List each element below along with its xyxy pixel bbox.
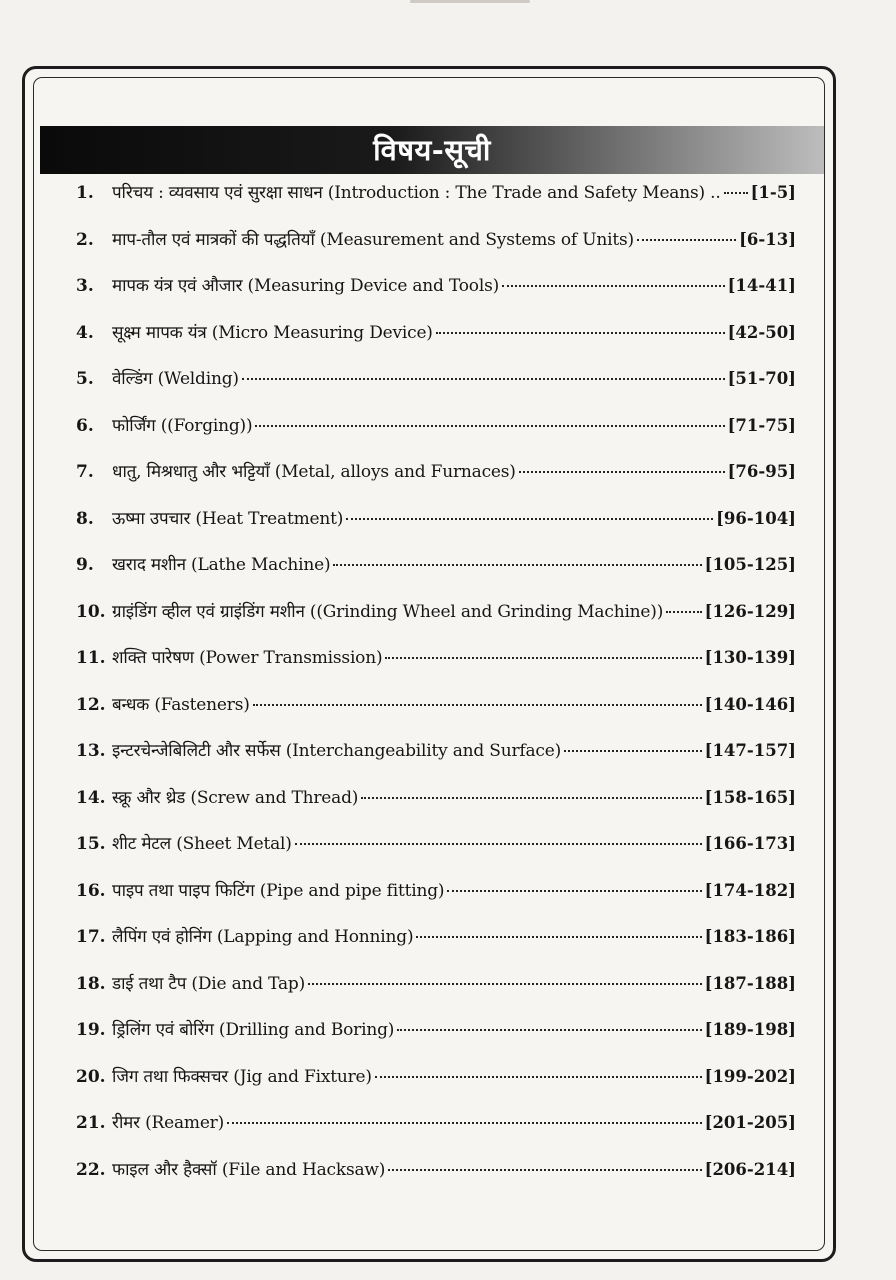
- title-banner: [40, 126, 824, 174]
- toc-entry-pages: [187-188]: [704, 973, 796, 993]
- toc-entry: [76, 368, 796, 415]
- toc-entry-title: फोर्जिंग ((Forging)): [112, 415, 253, 436]
- toc-entry-number: 22.: [76, 1159, 106, 1180]
- toc-entry: [76, 647, 796, 694]
- toc-entry-pages: [42-50]: [727, 322, 796, 342]
- toc-dot-leader: [255, 425, 724, 427]
- toc-entry: [76, 833, 796, 880]
- toc-entry-number: 18.: [76, 973, 106, 994]
- toc-dot-leader: [502, 285, 725, 287]
- toc-entry-title: फाइल और हैक्सॉ (File and Hacksaw): [112, 1159, 386, 1180]
- toc-entry-title: बन्धक (Fasteners): [112, 694, 250, 715]
- toc-entry: [76, 554, 796, 601]
- toc-entry-pages: [206-214]: [704, 1159, 796, 1179]
- toc-entry-title: स्क्रू और थ्रेड (Screw and Thread): [112, 787, 359, 808]
- toc-entry: [76, 1159, 796, 1206]
- toc-entry: [76, 1112, 796, 1159]
- toc-entry-number: 9.: [76, 555, 94, 575]
- toc-dot-leader: [564, 750, 702, 752]
- toc-entry-title: धातु, मिश्रधातु और भट्टियाँ (Metal, alloys and Furnaces): [112, 462, 516, 482]
- toc-entry: [76, 601, 796, 648]
- toc-entry-number: 17.: [76, 927, 106, 947]
- toc-entry: [76, 973, 796, 1020]
- toc-dot-leader: [637, 239, 736, 241]
- toc-entry-number: 20.: [76, 1066, 106, 1087]
- toc-dot-leader: [385, 657, 701, 659]
- page-edge-mark: [410, 0, 530, 3]
- toc-entry-number: 8.: [76, 508, 94, 529]
- toc-dot-leader: [361, 797, 701, 799]
- toc-entry-title: पाइप तथा पाइप फिटिंग (Pipe and pipe fitting): [112, 880, 445, 901]
- toc-entry-pages: [183-186]: [704, 927, 796, 946]
- toc-entry: [76, 229, 796, 276]
- toc-entry: [76, 740, 796, 787]
- toc-entry: [76, 322, 796, 369]
- toc-dot-leader: [447, 890, 701, 892]
- toc-entry-pages: [105-125]: [704, 555, 796, 574]
- toc-entry-title: ऊष्मा उपचार (Heat Treatment): [112, 508, 344, 529]
- page-title: विषय-सूची: [373, 133, 491, 167]
- toc-entry-number: 5.: [76, 369, 94, 389]
- toc-entry-number: 4.: [76, 322, 94, 343]
- toc-entry-title: ड्रिलिंग एवं बोरिंग (Drilling and Boring): [112, 1020, 395, 1040]
- toc-entry-number: 3.: [76, 276, 94, 296]
- toc-dot-leader: [346, 518, 713, 520]
- toc-entry-number: 14.: [76, 787, 106, 808]
- toc-entry-title: लैपिंग एवं होनिंग (Lapping and Honning): [112, 927, 414, 947]
- toc-entry-number: 15.: [76, 834, 106, 854]
- toc-dot-leader: [242, 378, 725, 380]
- toc-entry-title: इन्टरचेन्जेबिलिटी और सर्फेस (Interchangeability and Surface): [112, 741, 562, 761]
- toc-entry-title: वेल्डिंग (Welding): [112, 369, 239, 389]
- toc-entry-title: शीट मेटल (Sheet Metal): [112, 834, 292, 854]
- toc-entry-number: 12.: [76, 694, 106, 715]
- toc-entry: [76, 275, 796, 322]
- toc-dot-leader: [253, 704, 702, 706]
- toc-entry-pages: [130-139]: [704, 648, 796, 667]
- toc-entry: [76, 182, 796, 229]
- toc-entry-title: शक्ति पारेषण (Power Transmission): [112, 648, 383, 668]
- toc-entry-pages: [147-157]: [704, 741, 796, 760]
- toc-entry-pages: [166-173]: [704, 834, 796, 853]
- toc-entry-pages: [126-129]: [704, 601, 796, 621]
- toc-dot-leader: [333, 564, 701, 566]
- toc-entry-title: माप-तौल एवं मात्रकों की पद्धतियाँ (Measurement and Systems of Units): [112, 229, 634, 250]
- toc-entry-number: 10.: [76, 601, 106, 622]
- toc-dot-leader: [397, 1029, 701, 1031]
- toc-entry: [76, 508, 796, 555]
- toc-entry-title: परिचय : व्यवसाय एवं सुरक्षा साधन (Introduction : The Trade and Safety Means) ..: [112, 183, 721, 203]
- toc-entry-title: जिग तथा फिक्सचर (Jig and Fixture): [112, 1066, 372, 1087]
- toc-dot-leader: [308, 983, 702, 985]
- toc-entry: [76, 415, 796, 462]
- toc-dot-leader: [375, 1076, 702, 1078]
- toc-entry-number: 13.: [76, 741, 106, 761]
- toc-entry-title: मापक यंत्र एवं औजार (Measuring Device and Tools): [112, 276, 500, 296]
- toc-entry-pages: [201-205]: [704, 1113, 796, 1132]
- toc-entry: [76, 787, 796, 834]
- toc-entry: [76, 1019, 796, 1066]
- toc-entry-pages: [1-5]: [750, 183, 796, 202]
- toc-entry-pages: [96-104]: [716, 508, 796, 528]
- toc-entry-pages: [174-182]: [704, 880, 796, 900]
- toc-entry-pages: [140-146]: [704, 694, 796, 714]
- toc-entry: [76, 926, 796, 973]
- toc-entry-pages: [14-41]: [727, 276, 796, 295]
- toc-entry-number: 11.: [76, 648, 106, 668]
- toc-entry-number: 16.: [76, 880, 106, 901]
- toc-dot-leader: [227, 1122, 702, 1124]
- toc-entry-number: 7.: [76, 462, 94, 482]
- toc-entry-title: ग्राइंडिंग व्हील एवं ग्राइंडिंग मशीन ((Grinding Wheel and Grinding Machine)): [112, 601, 664, 622]
- toc-entry-number: 6.: [76, 415, 94, 436]
- toc-entry: [76, 1066, 796, 1113]
- toc-entry-pages: [76-95]: [727, 462, 796, 481]
- toc-entry-number: 19.: [76, 1020, 106, 1040]
- toc-dot-leader: [666, 611, 701, 613]
- toc-entry-pages: [6-13]: [739, 229, 796, 249]
- toc-dot-leader: [724, 192, 748, 194]
- toc-entry-pages: [158-165]: [704, 787, 796, 807]
- toc-entry: [76, 880, 796, 927]
- toc-entry-pages: [189-198]: [704, 1020, 796, 1039]
- toc-entry-number: 21.: [76, 1113, 106, 1133]
- toc-entry: [76, 461, 796, 508]
- toc-entry-title: खराद मशीन (Lathe Machine): [112, 555, 331, 575]
- toc-entry-pages: [71-75]: [727, 415, 796, 435]
- toc-dot-leader: [295, 843, 702, 845]
- toc-dot-leader: [519, 471, 725, 473]
- toc-entry-title: डाई तथा टैप (Die and Tap): [112, 973, 306, 994]
- toc-entry-title: सूक्ष्म मापक यंत्र (Micro Measuring Device): [112, 322, 433, 343]
- toc-entry-title: रीमर (Reamer): [112, 1113, 225, 1133]
- toc-dot-leader: [416, 936, 701, 938]
- toc-entry-pages: [51-70]: [727, 369, 796, 388]
- toc-entry-number: 2.: [76, 229, 94, 250]
- toc-entry-pages: [199-202]: [704, 1066, 796, 1086]
- toc-entry: [76, 694, 796, 741]
- table-of-contents: [76, 182, 796, 1205]
- toc-entry-number: 1.: [76, 183, 94, 203]
- toc-dot-leader: [436, 332, 725, 334]
- toc-dot-leader: [388, 1169, 701, 1171]
